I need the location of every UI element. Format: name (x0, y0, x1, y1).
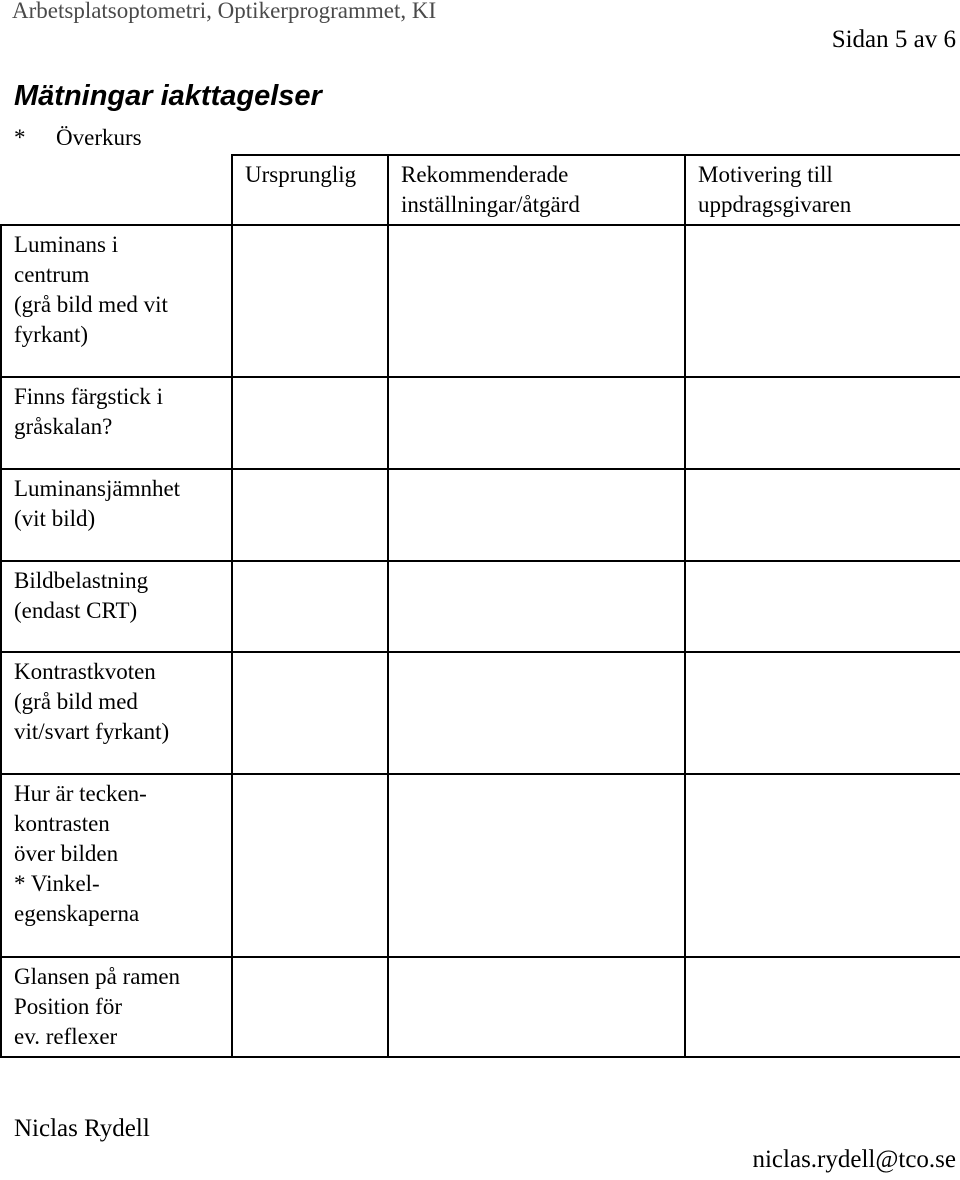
cell-rekommenderade[interactable] (388, 957, 685, 1057)
measurement-table (0, 154, 960, 1058)
cell-motivering[interactable] (685, 957, 960, 1057)
cell-rekommenderade[interactable] (388, 377, 685, 469)
row-label-cell: Bildbelastning (endast CRT) (1, 561, 232, 652)
subheading (14, 125, 142, 151)
cell-ursprunglig[interactable] (232, 561, 388, 652)
cell-ursprunglig[interactable] (232, 469, 388, 561)
footer-email: niclas.rydell@tco.se (752, 1146, 956, 1173)
cell-ursprunglig[interactable] (232, 957, 388, 1057)
cell-ursprunglig[interactable] (232, 774, 388, 957)
cell-rekommenderade[interactable] (388, 561, 685, 652)
row-label-cell: Luminans i centrum (grå bild med vit fyrkant) (1, 225, 232, 377)
cell-rekommenderade[interactable] (388, 652, 685, 774)
column-header-motivering: Motivering till uppdragsgivaren (685, 155, 960, 225)
section-title: Mätningar iakttagelser (14, 80, 322, 112)
cell-ursprunglig[interactable] (232, 377, 388, 469)
row-label-cell: Kontrastkvoten (grå bild med vit/svart fyrkant) (1, 652, 232, 774)
row-label-cell: Glansen på ramen Position för ev. reflexer (1, 957, 232, 1057)
column-header-ursprunglig: Ursprunglig (232, 155, 388, 225)
table-header-row (1, 155, 960, 225)
column-header-rekommenderade: Rekommenderade inställningar/åtgärd (388, 155, 685, 225)
subheading-label: Överkurs (56, 125, 142, 150)
cell-ursprunglig[interactable] (232, 652, 388, 774)
subheading-marker: * (14, 125, 26, 150)
footer-author: Niclas Rydell (14, 1115, 150, 1142)
table-row (1, 561, 960, 652)
cell-motivering[interactable] (685, 225, 960, 377)
table-row (1, 469, 960, 561)
row-label-cell: Hur är tecken- kontrasten över bilden * Vinkel- egenskaperna (1, 774, 232, 957)
cell-rekommenderade[interactable] (388, 469, 685, 561)
cell-motivering[interactable] (685, 774, 960, 957)
cell-motivering[interactable] (685, 652, 960, 774)
cell-motivering[interactable] (685, 469, 960, 561)
row-label-cell: Finns färgstick i gråskalan? (1, 377, 232, 469)
cell-rekommenderade[interactable] (388, 225, 685, 377)
header-empty-cell (1, 155, 232, 225)
cell-motivering[interactable] (685, 561, 960, 652)
cell-ursprunglig[interactable] (232, 225, 388, 377)
document-header-title: Arbetsplatsoptometri, Optikerprogrammet, KI (12, 0, 437, 23)
table-row (1, 774, 960, 957)
table-row (1, 377, 960, 469)
row-label-cell: Luminansjämnhet (vit bild) (1, 469, 232, 561)
page-number: Sidan 5 av 6 (831, 26, 956, 53)
table-row (1, 652, 960, 774)
table-row (1, 225, 960, 377)
table-row (1, 957, 960, 1057)
cell-motivering[interactable] (685, 377, 960, 469)
cell-rekommenderade[interactable] (388, 774, 685, 957)
